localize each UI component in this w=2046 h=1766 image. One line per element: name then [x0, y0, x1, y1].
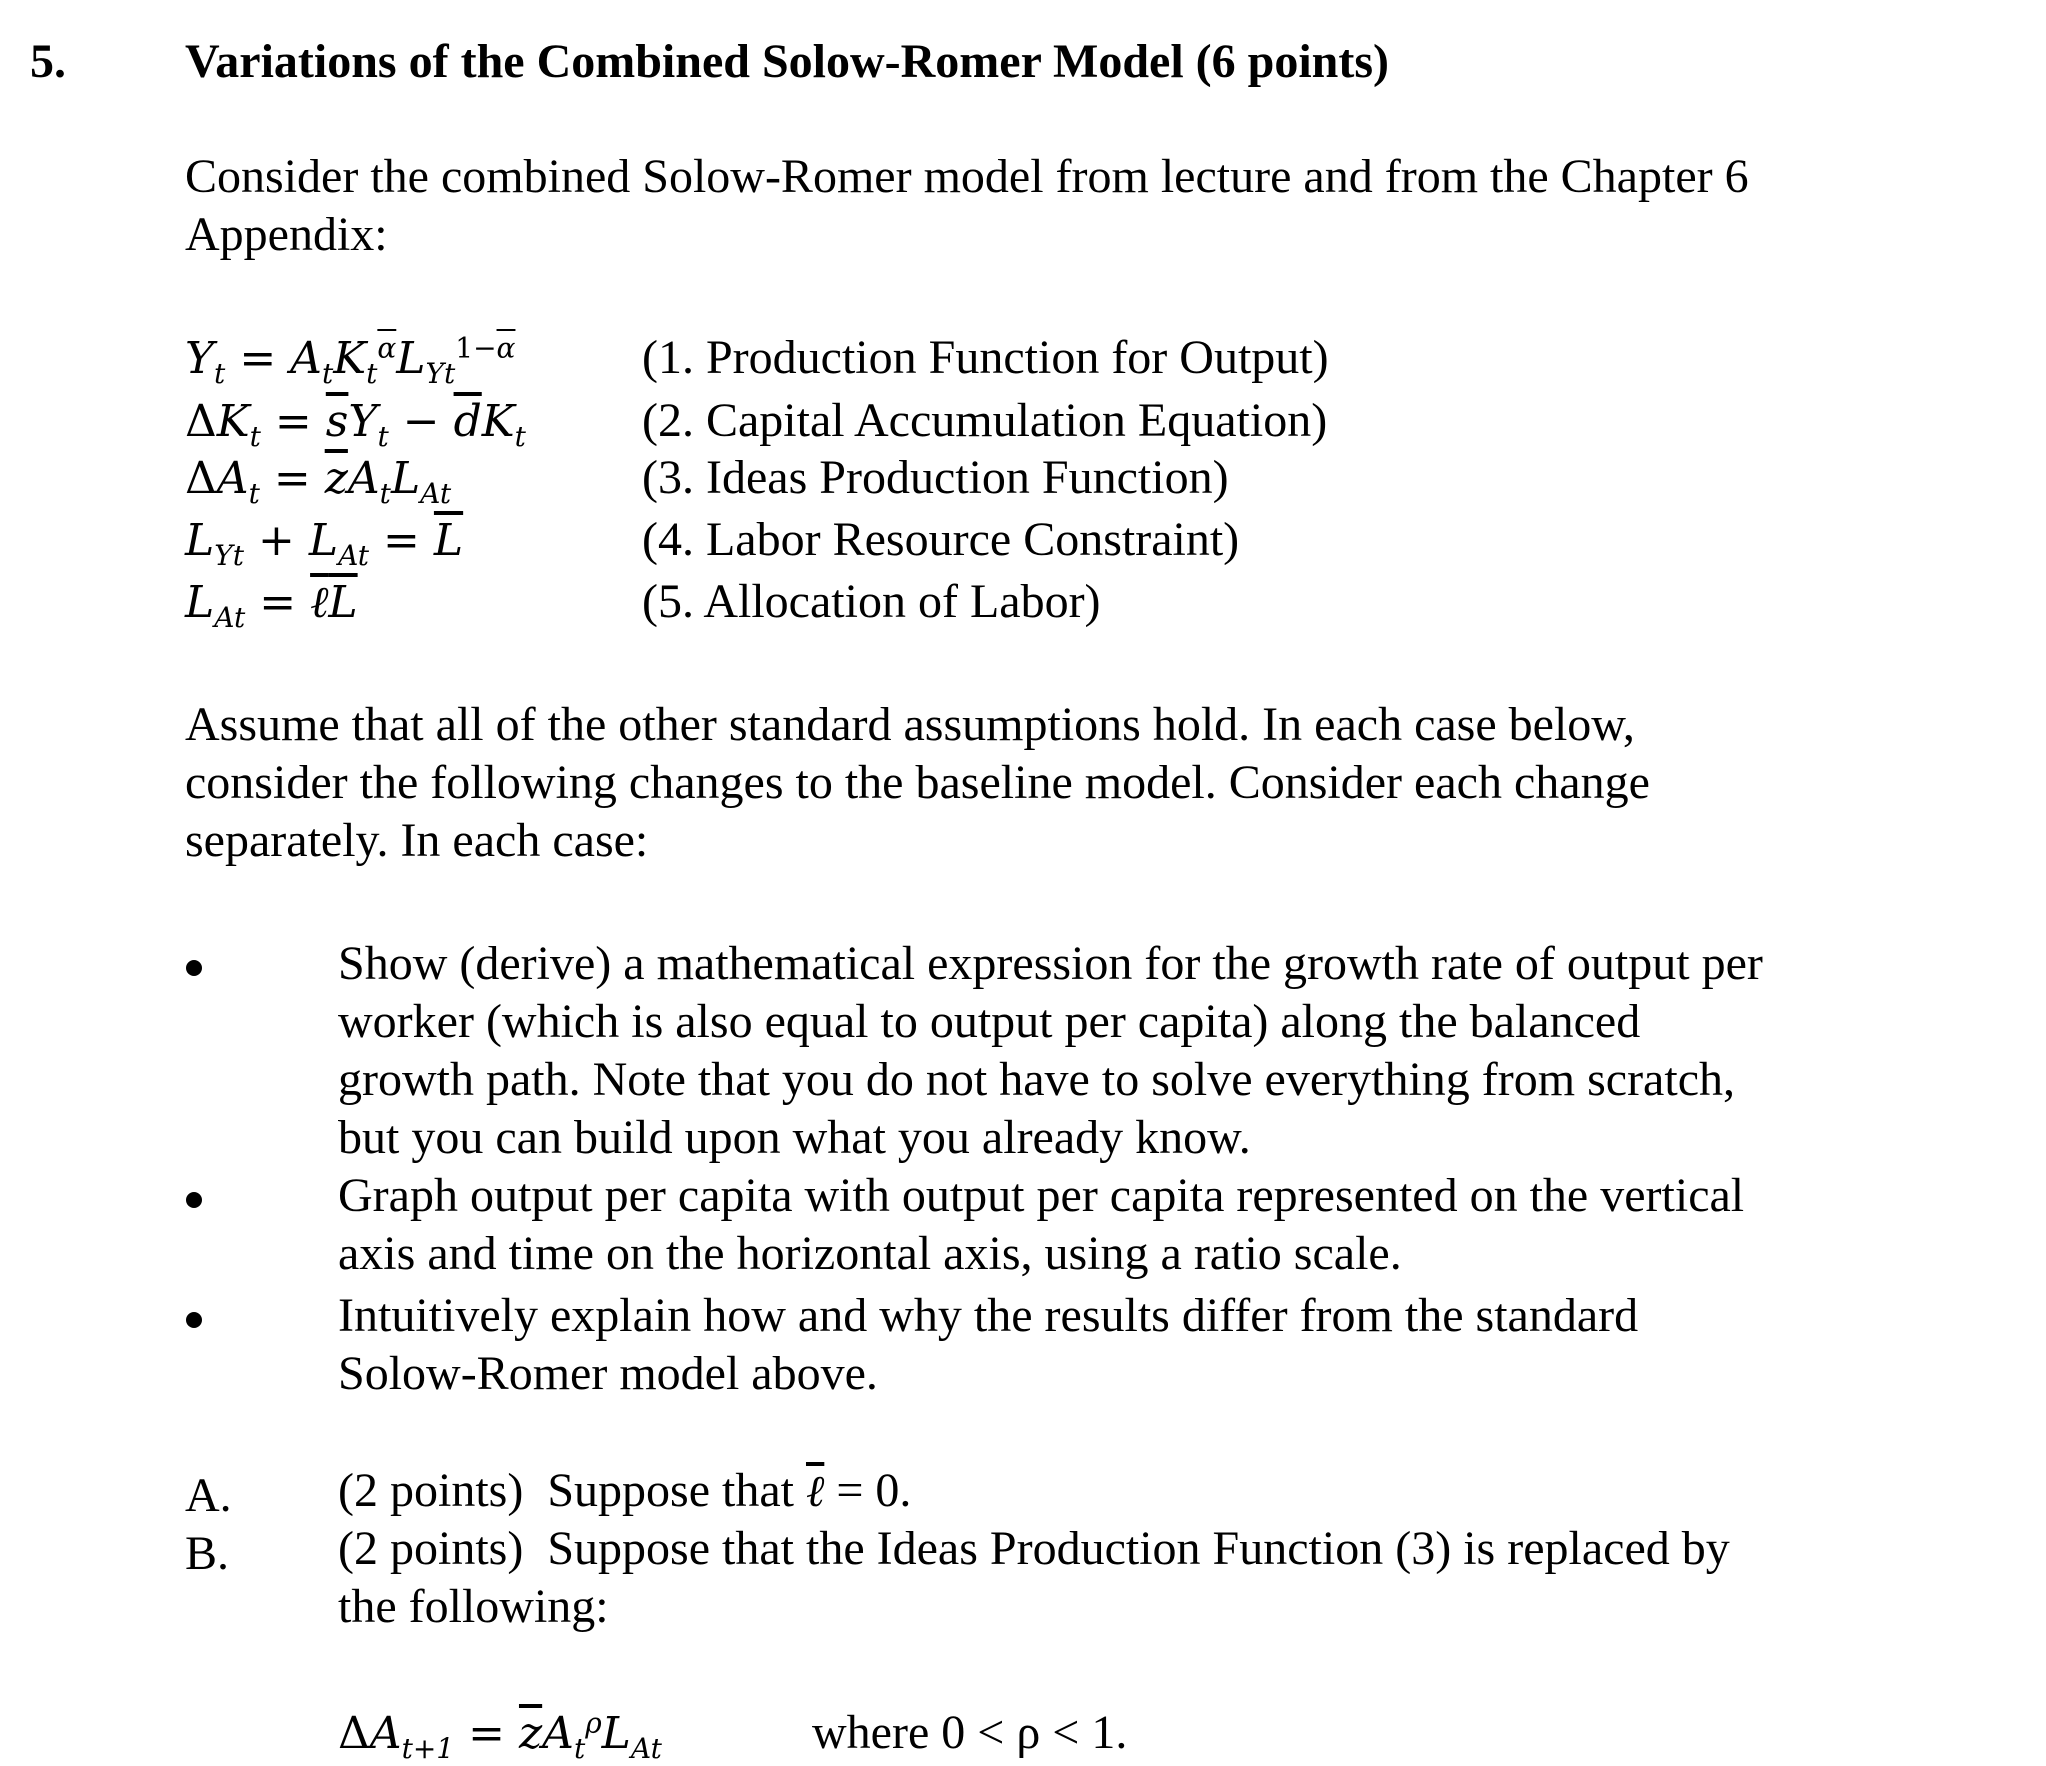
bullet-line: worker (which is also equal to output per capita) along the balanced [338, 995, 1641, 1048]
equation-label: (1. Production Function for Output) [642, 331, 1329, 384]
production-function-formula: $Y_t = A_tK_t^{\overline{\alpha}}L_{Yt}^{1-\overline{\alpha}}$ [185, 331, 516, 390]
intro-paragraph [185, 148, 1749, 264]
bullet-line: Graph output per capita with output per capita represented on the vertical [338, 1169, 1745, 1222]
bullet-line: Solow-Romer model above. [338, 1347, 878, 1400]
part-b-points: (2 points) [338, 1522, 524, 1575]
bullet-line: Show (derive) a mathematical expression for the growth rate of output per [338, 937, 1763, 990]
bullet-item-graph [338, 1167, 1744, 1283]
assume-line: Assume that all of the other standard assumptions hold. In each case below, [185, 698, 1635, 751]
ell-bar-symbol: ℓ [805, 1466, 825, 1517]
intro-line: Consider the combined Solow-Romer model from lecture and from the Chapter 6 [185, 150, 1749, 203]
assumptions-paragraph [185, 696, 1650, 870]
equation-2 [185, 393, 526, 455]
bullet-item-explain [338, 1287, 1638, 1403]
part-a-letter: A. [185, 1469, 232, 1522]
bullet-line: axis and time on the horizontal axis, using a ratio scale. [338, 1227, 1402, 1280]
modified-ideas-equation [338, 1705, 662, 1765]
equation-1 [185, 330, 515, 392]
part-b-text [338, 1520, 1730, 1636]
part-b-statement-cont: the following: [338, 1580, 609, 1633]
bullet-line: Intuitively explain how and why the results differ from the standard [338, 1289, 1639, 1342]
bullet-item-derive [338, 935, 1763, 1167]
assume-line: separately. In each case: [185, 814, 649, 867]
equation-label: (4. Labor Resource Constraint) [642, 513, 1240, 566]
part-a-text [338, 1462, 911, 1521]
bullet-icon [186, 960, 202, 976]
rho-condition: where 0 < ρ < 1. [812, 1706, 1128, 1759]
part-a-value: = 0. [836, 1464, 912, 1517]
intro-line: Appendix: [185, 208, 388, 261]
part-a-statement: Suppose that [547, 1464, 794, 1517]
part-b-statement: Suppose that the Ideas Production Function (3) is replaced by [547, 1522, 1730, 1575]
labor-constraint-formula: $L_{Yt} + L_{At} = \overline{L}$ [185, 515, 464, 572]
part-b-letter: B. [185, 1527, 230, 1580]
capital-accumulation-formula: $\Delta K_t = \overline{s}Y_t - \overline{d}K_t$ [185, 396, 526, 453]
equation-5 [185, 574, 358, 636]
equation-4 [185, 512, 463, 574]
equation-label: (3. Ideas Production Function) [642, 451, 1229, 504]
bullet-icon [186, 1312, 202, 1328]
bullet-line: but you can build upon what you already know. [338, 1111, 1251, 1164]
equation-3 [185, 450, 451, 512]
equation-label: (5. Allocation of Labor) [642, 575, 1101, 628]
question-title: Variations of the Combined Solow-Romer Model (6 points) [185, 35, 1390, 88]
bullet-icon [186, 1192, 202, 1208]
part-a-points: (2 points) [338, 1464, 524, 1517]
labor-allocation-formula: $L_{At}$ = $\ell\overline{L}$ [185, 577, 358, 634]
modified-ideas-formula: $\Delta A_{t+1} = \overline{z}A_t^\rho L_{At}$ [338, 1706, 662, 1765]
equation-label: (2. Capital Accumulation Equation) [642, 394, 1328, 447]
question-number: 5. [30, 35, 66, 88]
ideas-production-formula: $\Delta A_t = \overline{z}A_tL_{At}$ [185, 453, 452, 510]
bullet-line: growth path. Note that you do not have to solve everything from scratch, [338, 1053, 1735, 1106]
assume-line: consider the following changes to the baseline model. Consider each change [185, 756, 1650, 809]
